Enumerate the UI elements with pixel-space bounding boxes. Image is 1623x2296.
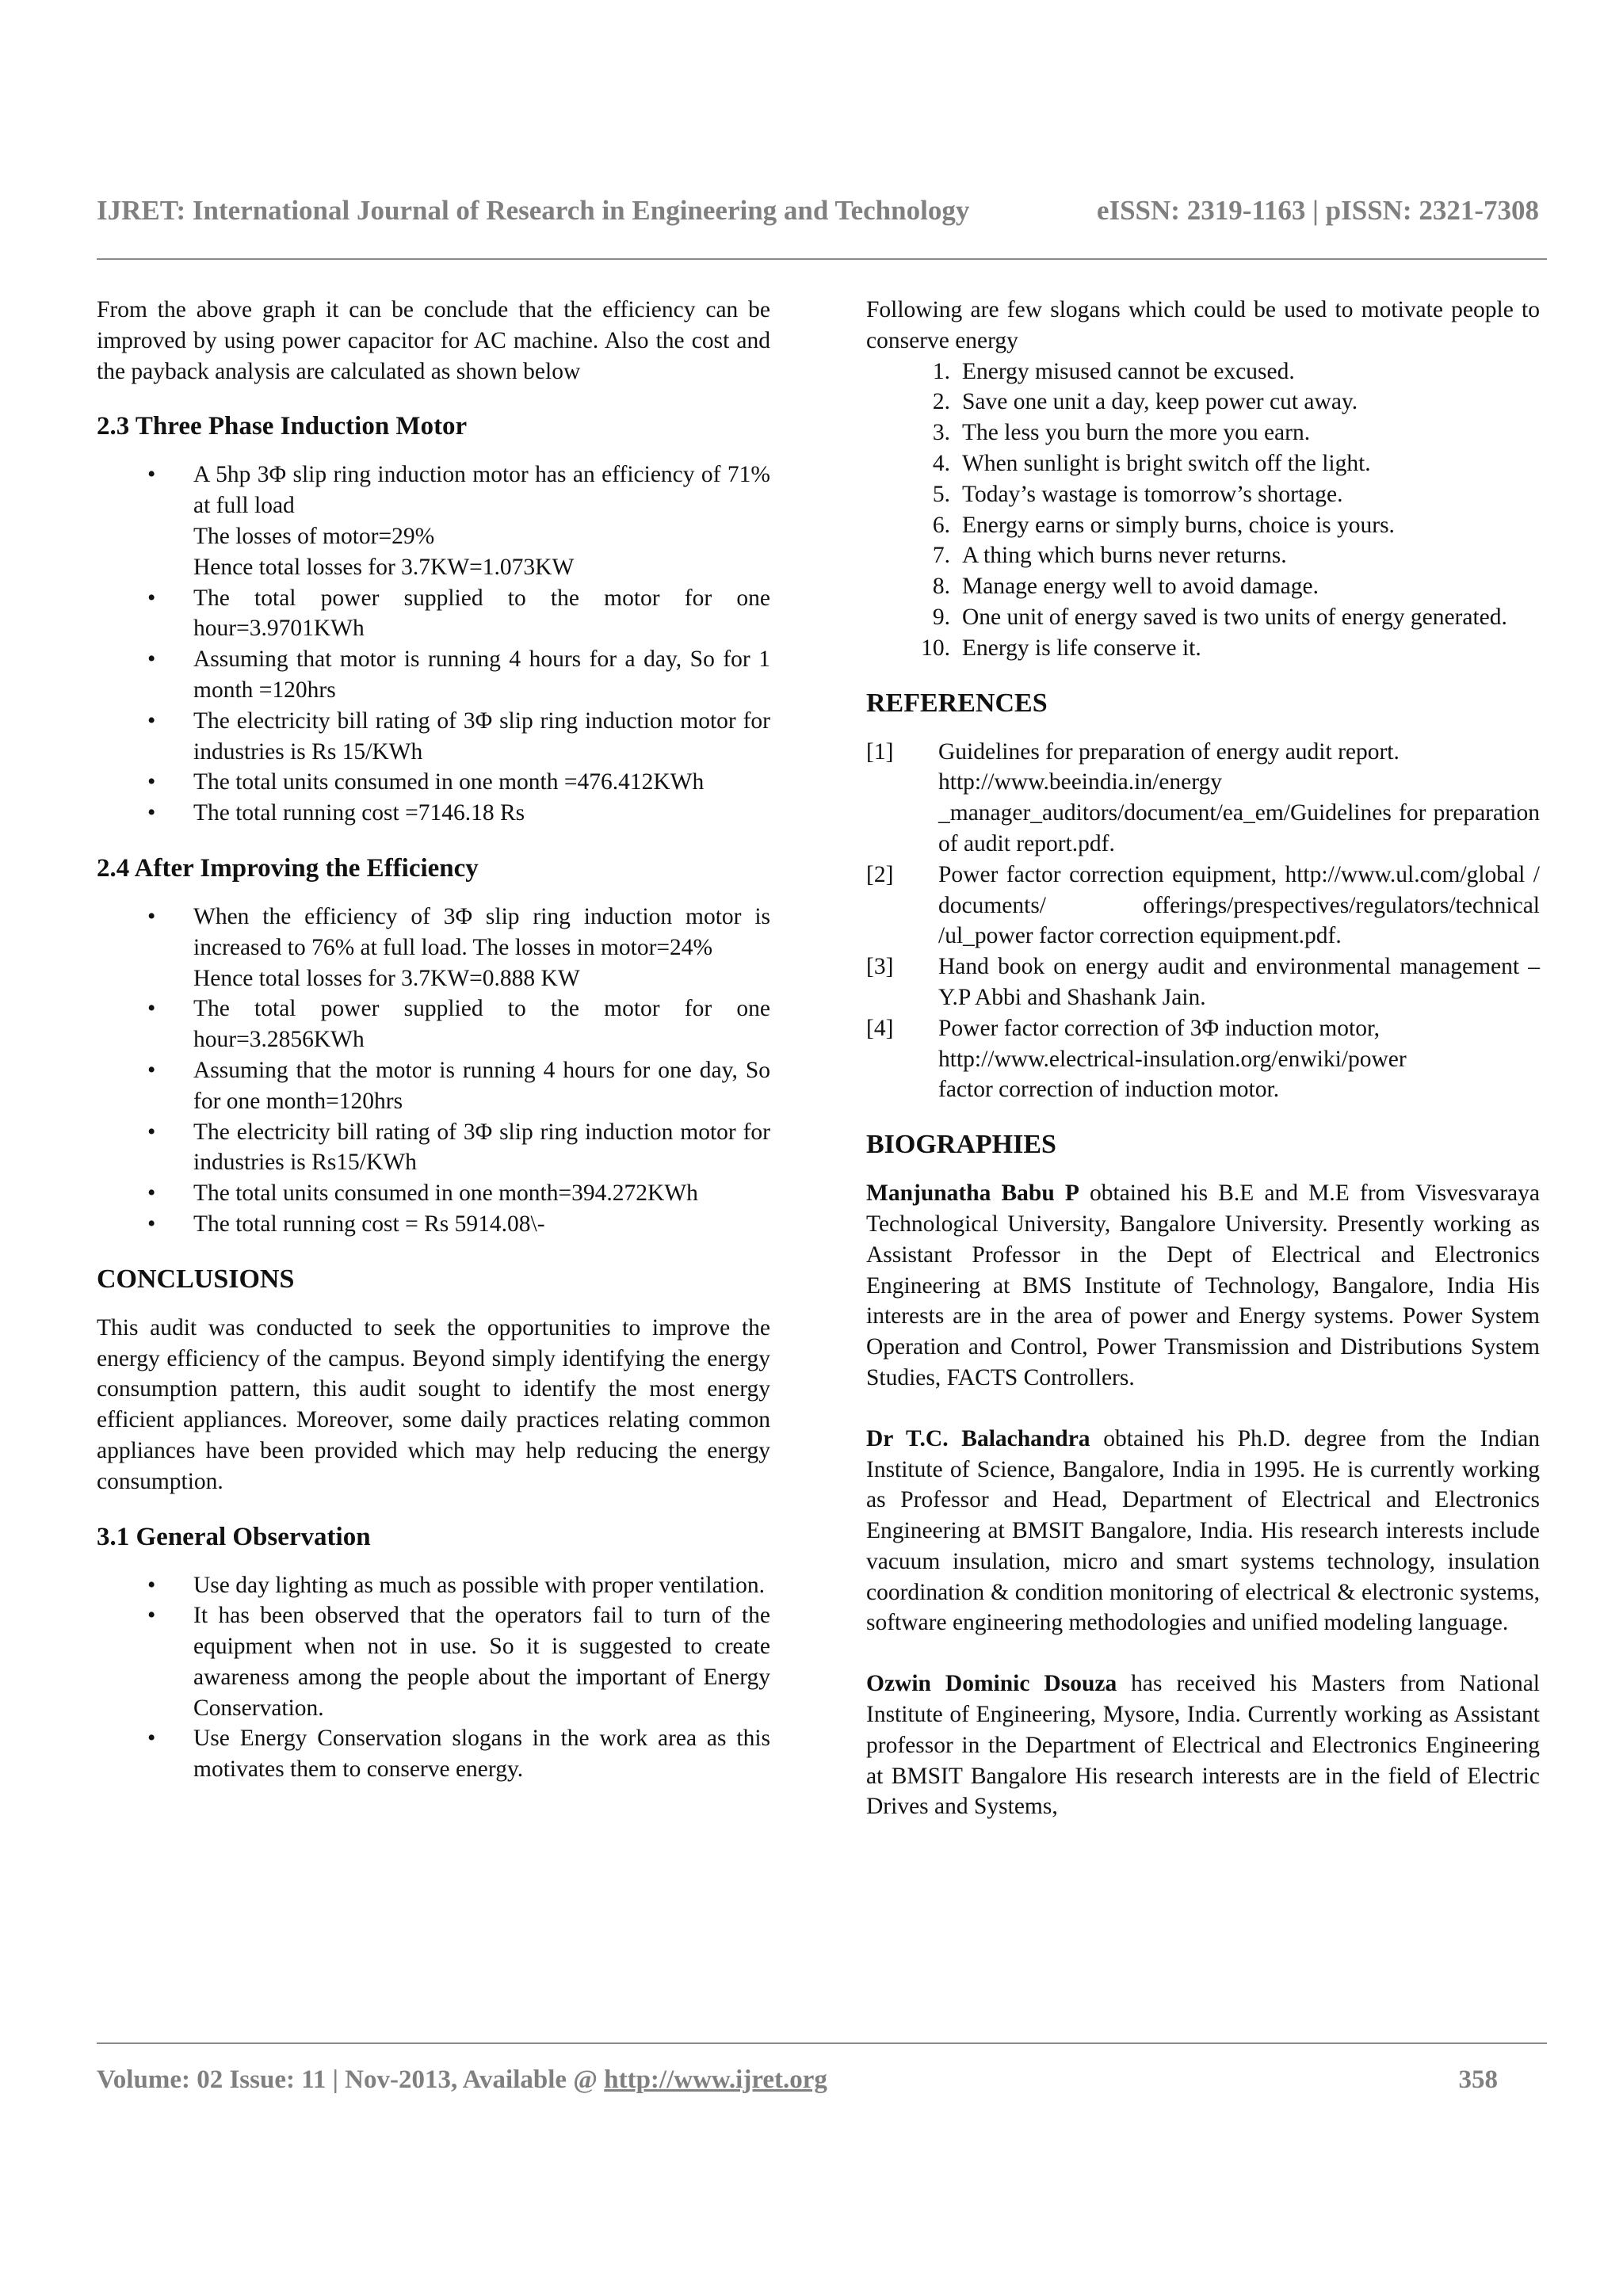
running-footer <box>97 2065 1498 2095</box>
list-item <box>97 460 770 582</box>
list-item-line: • Assuming that motor is running 4 hours for a day, So for 1 month =120hrs <box>193 646 770 703</box>
slogan-item <box>866 540 1540 571</box>
slogan-text: Energy is life conserve it. <box>962 635 1201 661</box>
list-item <box>97 1055 770 1117</box>
list-item-line: • Use day lighting as much as possible with proper ventilation. <box>193 1572 765 1598</box>
list-item <box>97 1117 770 1179</box>
section-2-3-title: 2.3 Three Phase Induction Motor <box>97 412 468 441</box>
biography-list <box>866 1178 1540 1822</box>
biography-name: Dr T.C. Balachandra <box>866 1425 1090 1451</box>
reference-item <box>866 1013 1540 1105</box>
reference-item <box>866 860 1540 952</box>
slogan-item <box>866 479 1540 510</box>
reference-number: [4] <box>866 1015 894 1041</box>
list-item <box>97 1209 770 1240</box>
list-item <box>97 767 770 798</box>
list-item <box>97 1178 770 1209</box>
slogan-text: Save one unit a day, keep power cut away. <box>962 389 1358 415</box>
list-item-line: • The total power supplied to the motor for one hour=3.9701KWh <box>193 585 770 642</box>
footer-volume-text: Volume: 02 Issue: 11 | Nov-2013, Available @ <box>97 2065 605 2094</box>
list-item <box>97 644 770 706</box>
biographies-title: BIOGRAPHIES <box>866 1130 1056 1160</box>
slogan-item <box>866 387 1540 418</box>
slogan-number: 1. <box>932 358 950 384</box>
slogan-item <box>866 633 1540 664</box>
slogan-text: When sunlight is bright switch off the light. <box>962 450 1371 476</box>
list-item-line: • The total running cost =7146.18 Rs <box>193 800 525 826</box>
biography-name: Ozwin Dominic Dsouza <box>866 1671 1117 1697</box>
list-item-line: • The total power supplied to the motor for one hour=3.2856KWh <box>193 996 770 1053</box>
footer-rule <box>97 2042 1547 2044</box>
section-2-3-list <box>97 460 770 829</box>
list-item-line: Hence total losses for 3.7KW=1.073KW <box>193 554 575 580</box>
slogan-number: 7. <box>932 543 950 569</box>
reference-list <box>866 737 1540 1106</box>
list-item-line: • The total units consumed in one month=394.272KWh <box>193 1180 698 1207</box>
left-column <box>97 295 770 1785</box>
right-column <box>866 295 1540 1822</box>
list-item-line: • The total units consumed in one month =476.412KWh <box>193 769 705 795</box>
conclusions-title: CONCLUSIONS <box>97 1264 295 1294</box>
list-item-line: Hence total losses for 3.7KW=0.888 KW <box>193 965 580 991</box>
slogan-text: Energy earns or simply burns, choice is yours. <box>962 512 1395 538</box>
list-item-line: • When the efficiency of 3Φ slip ring induction motor is increased to 76% at full load. The losses in motor=24% <box>193 903 770 960</box>
list-item-line: • It has been observed that the operators fail to turn of the equipment when not in use. So it is suggested to create awareness among the people about the important of Energy Conservation. <box>193 1603 770 1721</box>
issn: eISSN: 2319-1163 | pISSN: 2321-7308 <box>1096 195 1539 226</box>
reference-number: [2] <box>866 861 894 887</box>
slogan-text: A thing which burns never returns. <box>962 543 1287 569</box>
biography-name: Manjunatha Babu P <box>866 1180 1079 1207</box>
journal-name: IJRET: International Journal of Research in Engineering and Technology <box>97 195 970 226</box>
journal-link[interactable]: http://www.ijret.org <box>604 2065 827 2094</box>
slogan-item <box>866 571 1540 602</box>
running-header <box>97 195 1539 227</box>
slogan-item <box>866 448 1540 479</box>
list-item <box>97 583 770 645</box>
conclusions-paragraph: This audit was conducted to seek the opportunities to improve the energy efficiency of the campus. Beyond simply identifying the energy consumption pattern, this audit sought to identify the most energy efficient appliances. Moreover, some daily practices relating common appliances have been provided which may help reducing the energy consumption. <box>97 1314 770 1494</box>
slogan-item <box>866 510 1540 541</box>
slogan-number: 3. <box>932 420 950 446</box>
list-item <box>97 1600 770 1723</box>
biography-text: has received his Masters from National Institute of Engineering, Mysore, India. Currently working as Assistant professor in the Department of Electrical and Electronics Engineering at BMSIT Bangalore His research interests are in the field of Electric Drives and Systems, <box>866 1671 1541 1820</box>
slogan-number: 4. <box>932 450 950 476</box>
slogan-item <box>866 357 1540 387</box>
slogan-number: 9. <box>932 604 950 630</box>
slogan-text: Energy misused cannot be excused. <box>962 358 1295 384</box>
reference-number: [1] <box>866 738 894 765</box>
list-item-line: • A 5hp 3Φ slip ring induction motor has an efficiency of 71% at full load <box>193 462 770 519</box>
slogan-text: One unit of energy saved is two units of energy generated. <box>962 604 1507 630</box>
reference-line: Power factor correction of 3Φ induction motor, <box>938 1015 1380 1041</box>
reference-line: http://www.electrical-insulation.org/enwiki/power <box>938 1046 1407 1072</box>
list-item <box>97 706 770 768</box>
list-item-line: • The electricity bill rating of 3Φ slip ring induction motor for industries is Rs 15/KWh <box>193 707 770 765</box>
biography-spacer <box>866 1638 1540 1669</box>
slogan-number: 6. <box>932 512 950 538</box>
section-2-4-list <box>97 902 770 1240</box>
section-3-1-list <box>97 1570 770 1786</box>
references-title: REFERENCES <box>866 688 1048 718</box>
slogan-text: Today’s wastage is tomorrow’s shortage. <box>962 481 1343 507</box>
reference-number: [3] <box>866 954 894 980</box>
list-item <box>97 798 770 829</box>
reference-line: factor correction of induction motor. <box>938 1077 1280 1103</box>
reference-item <box>866 952 1540 1013</box>
page-number: 358 <box>1458 2065 1498 2094</box>
slogan-number: 5. <box>932 481 950 507</box>
reference-line: Hand book on energy audit and environmental management – Y.P Abbi and Shashank Jain. <box>938 954 1540 1010</box>
biography-text: obtained his B.E and M.E from Visvesvaraya Technological University, Bangalore University. Presently working as Assistant Professor in the Dept of Electrical and Electronics Engineering at BMS Institute of Technology, Bangalore, India His interests are in the area of power and Energy systems. Power System Operation and Control, Power Transmission and Distributions System Studies, FACTS Controllers. <box>866 1180 1540 1390</box>
footer-volume <box>97 2065 827 2095</box>
section-3-1-title: 3.1 General Observation <box>97 1522 371 1551</box>
slogan-number: 10. <box>921 635 950 661</box>
list-item-line: • The electricity bill rating of 3Φ slip ring induction motor for industries is Rs15/KWh <box>193 1119 770 1176</box>
list-item-line: The losses of motor=29% <box>193 523 435 549</box>
reference-line: Guidelines for preparation of energy audit report. <box>938 738 1400 765</box>
header-rule <box>97 258 1547 260</box>
biography-spacer <box>866 1394 1540 1424</box>
reference-item <box>866 737 1540 860</box>
slogan-text: Manage energy well to avoid damage. <box>962 574 1319 600</box>
list-item <box>97 902 770 994</box>
list-item <box>97 1723 770 1785</box>
list-item <box>97 1570 770 1601</box>
list-item <box>97 994 770 1055</box>
slogan-item <box>866 418 1540 448</box>
slogan-number: 8. <box>932 574 950 600</box>
biography-paragraph <box>866 1178 1540 1394</box>
intro-paragraph: From the above graph it can be conclude that the efficiency can be improved by using power capacitor for AC machine. Also the cost and the payback analysis are calculated as shown below <box>97 297 770 384</box>
reference-line: _manager_auditors/document/ea_em/Guidelines for preparation of audit report.pdf. <box>938 800 1540 856</box>
reference-line: http://www.beeindia.in/energy <box>938 769 1223 795</box>
section-2-4-title: 2.4 After Improving the Efficiency <box>97 853 479 883</box>
slogan-number: 2. <box>932 389 950 415</box>
list-item-line: • Assuming that the motor is running 4 hours for one day, So for one month=120hrs <box>193 1057 770 1114</box>
biography-paragraph <box>866 1424 1540 1639</box>
slogans-intro: Following are few slogans which could be used to motivate people to conserve energy <box>866 297 1540 353</box>
list-item-line: • The total running cost = Rs 5914.08\- <box>193 1211 545 1237</box>
slogan-item <box>866 602 1540 633</box>
biography-text: obtained his Ph.D. degree from the Indian Institute of Science, Bangalore, India in 1995. He is currently working as Professor and Head, Department of Electrical and Electronics Engineering at BMSIT Bangalore, India. His research interests include vacuum insulation, micro and smart systems technology, insulation coordination & condition monitoring of electrical & electronic systems, software engineering methodologies and unified modeling language. <box>866 1425 1540 1636</box>
reference-line: Power factor correction equipment, http://www.ul.com/global / documents/ offerings/prespectives/regulators/technical /ul_power factor correction equipment.pdf. <box>938 861 1540 949</box>
slogan-list <box>866 357 1540 664</box>
slogan-text: The less you burn the more you earn. <box>962 420 1311 446</box>
list-item-line: • Use Energy Conservation slogans in the work area as this motivates them to conserve energy. <box>193 1726 770 1783</box>
biography-paragraph <box>866 1669 1540 1822</box>
